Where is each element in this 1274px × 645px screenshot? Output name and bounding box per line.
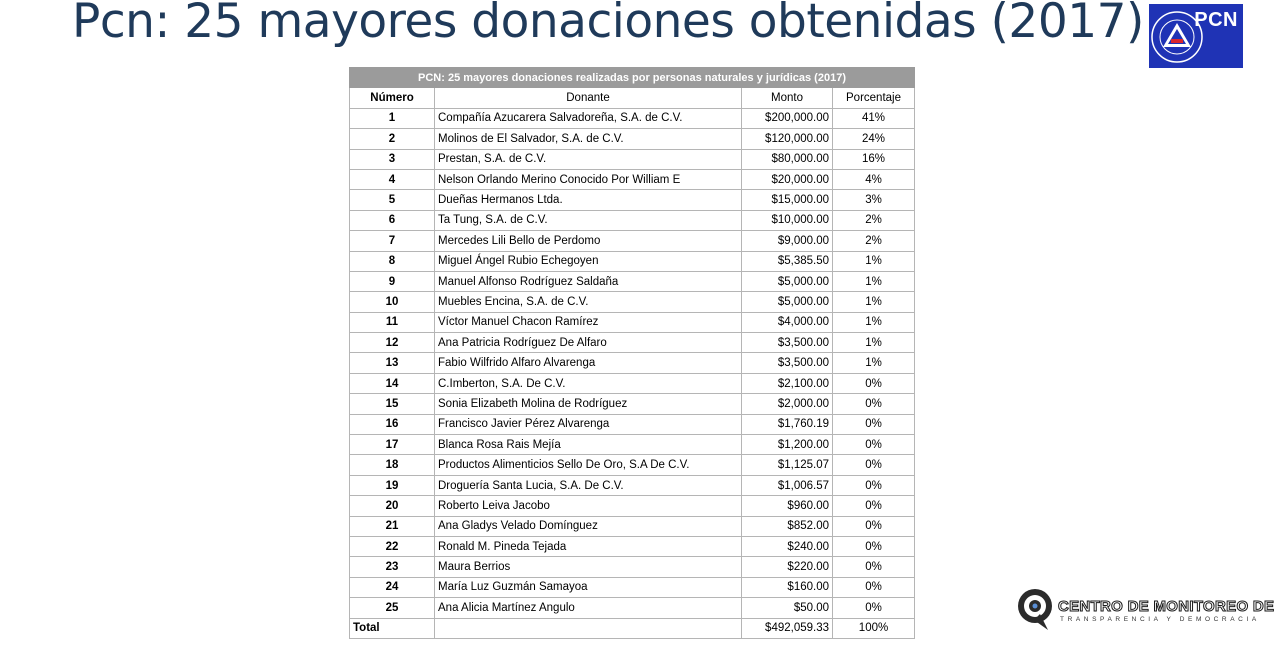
cell-monto: $2,000.00 (742, 394, 833, 414)
cell-numero: 22 (350, 536, 435, 556)
cell-donante: Maura Berrios (435, 557, 742, 577)
cell-numero: 7 (350, 231, 435, 251)
table-caption: PCN: 25 mayores donaciones realizadas por personas naturales y jurídicas (2017) (350, 68, 915, 88)
cell-numero: 21 (350, 516, 435, 536)
header-donante: Donante (435, 88, 742, 108)
table-row (350, 333, 915, 353)
cell-donante: Roberto Leiva Jacobo (435, 496, 742, 516)
table-row (350, 108, 915, 128)
table-row (350, 292, 915, 312)
cell-donante: Víctor Manuel Chacon Ramírez (435, 312, 742, 332)
cell-donante: Sonia Elizabeth Molina de Rodríguez (435, 394, 742, 414)
cell-monto: $3,500.00 (742, 333, 833, 353)
cell-donante: C.Imberton, S.A. De C.V. (435, 373, 742, 393)
table-row (350, 353, 915, 373)
cell-porcentaje: 0% (833, 475, 915, 495)
table-row (350, 475, 915, 495)
total-donante (435, 618, 742, 638)
cell-numero: 23 (350, 557, 435, 577)
pcn-logo-text: PCN (1194, 9, 1238, 31)
cell-donante: Productos Alimenticios Sello De Oro, S.A De C.V. (435, 455, 742, 475)
cell-monto: $1,006.57 (742, 475, 833, 495)
cell-numero: 1 (350, 108, 435, 128)
cell-donante: Ana Patricia Rodríguez De Alfaro (435, 333, 742, 353)
cell-numero: 13 (350, 353, 435, 373)
cell-porcentaje: 0% (833, 496, 915, 516)
cell-monto: $200,000.00 (742, 108, 833, 128)
cell-porcentaje: 24% (833, 129, 915, 149)
cell-porcentaje: 0% (833, 373, 915, 393)
cell-porcentaje: 2% (833, 210, 915, 230)
table-row (350, 394, 915, 414)
cell-donante: Dueñas Hermanos Ltda. (435, 190, 742, 210)
cell-porcentaje: 16% (833, 149, 915, 169)
cell-donante: Molinos de El Salvador, S.A. de C.V. (435, 129, 742, 149)
cell-porcentaje: 1% (833, 292, 915, 312)
header-monto: Monto (742, 88, 833, 108)
table-row (350, 169, 915, 189)
cell-monto: $50.00 (742, 598, 833, 618)
total-row (350, 618, 915, 638)
cell-monto: $10,000.00 (742, 210, 833, 230)
cell-porcentaje: 0% (833, 435, 915, 455)
cell-porcentaje: 0% (833, 394, 915, 414)
cell-numero: 16 (350, 414, 435, 434)
cell-monto: $15,000.00 (742, 190, 833, 210)
header-porcentaje: Porcentaje (833, 88, 915, 108)
table-row (350, 598, 915, 618)
table-row (350, 557, 915, 577)
cell-monto: $4,000.00 (742, 312, 833, 332)
cell-donante: Fabio Wilfrido Alfaro Alvarenga (435, 353, 742, 373)
table-row (350, 271, 915, 291)
cell-donante: Compañía Azucarera Salvadoreña, S.A. de C.V. (435, 108, 742, 128)
cell-monto: $2,100.00 (742, 373, 833, 393)
cell-numero: 18 (350, 455, 435, 475)
table-header-row (350, 88, 915, 108)
location-pin-icon (1010, 584, 1060, 634)
cell-donante: Ana Alicia Martínez Angulo (435, 598, 742, 618)
table-row (350, 149, 915, 169)
cell-donante: Francisco Javier Pérez Alvarenga (435, 414, 742, 434)
cell-numero: 6 (350, 210, 435, 230)
table-row (350, 251, 915, 271)
table-row (350, 312, 915, 332)
cell-numero: 5 (350, 190, 435, 210)
cell-porcentaje: 1% (833, 333, 915, 353)
table-row (350, 496, 915, 516)
total-monto: $492,059.33 (742, 618, 833, 638)
cell-donante: Droguería Santa Lucia, S.A. De C.V. (435, 475, 742, 495)
cell-numero: 14 (350, 373, 435, 393)
table-row (350, 414, 915, 434)
cell-donante: Ronald M. Pineda Tejada (435, 536, 742, 556)
donations-table (349, 67, 915, 639)
cell-porcentaje: 1% (833, 251, 915, 271)
table-row (350, 536, 915, 556)
cell-monto: $80,000.00 (742, 149, 833, 169)
header-numero: Número (350, 88, 435, 108)
cell-donante: María Luz Guzmán Samayoa (435, 577, 742, 597)
cell-monto: $1,200.00 (742, 435, 833, 455)
cell-porcentaje: 1% (833, 312, 915, 332)
cell-porcentaje: 1% (833, 353, 915, 373)
cell-donante: Ana Gladys Velado Domínguez (435, 516, 742, 536)
cell-porcentaje: 1% (833, 271, 915, 291)
cell-donante: Prestan, S.A. de C.V. (435, 149, 742, 169)
cell-porcentaje: 0% (833, 455, 915, 475)
cell-porcentaje: 2% (833, 231, 915, 251)
cell-porcentaje: 0% (833, 557, 915, 577)
cell-monto: $20,000.00 (742, 169, 833, 189)
table-row (350, 231, 915, 251)
cell-monto: $9,000.00 (742, 231, 833, 251)
cell-donante: Ta Tung, S.A. de C.V. (435, 210, 742, 230)
page-title: Pcn: 25 mayores donaciones obtenidas (2017) (72, 0, 1144, 49)
centro-logo-title: CENTRO DE MONITOREO DE (1058, 598, 1274, 615)
cell-numero: 19 (350, 475, 435, 495)
cell-porcentaje: 0% (833, 536, 915, 556)
total-porcentaje: 100% (833, 618, 915, 638)
cell-numero: 25 (350, 598, 435, 618)
cell-porcentaje: 4% (833, 169, 915, 189)
cell-numero: 9 (350, 271, 435, 291)
cell-porcentaje: 3% (833, 190, 915, 210)
cell-monto: $220.00 (742, 557, 833, 577)
cell-numero: 12 (350, 333, 435, 353)
table-row (350, 210, 915, 230)
cell-monto: $5,000.00 (742, 292, 833, 312)
cell-monto: $120,000.00 (742, 129, 833, 149)
centro-monitoreo-logo (1010, 584, 1274, 634)
cell-numero: 15 (350, 394, 435, 414)
cell-porcentaje: 0% (833, 414, 915, 434)
cell-porcentaje: 41% (833, 108, 915, 128)
cell-monto: $1,760.19 (742, 414, 833, 434)
cell-monto: $5,000.00 (742, 271, 833, 291)
pcn-logo (1149, 4, 1243, 68)
cell-donante: Muebles Encina, S.A. de C.V. (435, 292, 742, 312)
cell-monto: $960.00 (742, 496, 833, 516)
cell-donante: Nelson Orlando Merino Conocido Por William E (435, 169, 742, 189)
cell-porcentaje: 0% (833, 598, 915, 618)
cell-porcentaje: 0% (833, 577, 915, 597)
table-row (350, 190, 915, 210)
table-row (350, 435, 915, 455)
cell-monto: $5,385.50 (742, 251, 833, 271)
cell-numero: 20 (350, 496, 435, 516)
total-label: Total (350, 618, 435, 638)
cell-donante: Blanca Rosa Rais Mejía (435, 435, 742, 455)
cell-numero: 3 (350, 149, 435, 169)
cell-monto: $240.00 (742, 536, 833, 556)
table-row (350, 373, 915, 393)
cell-numero: 17 (350, 435, 435, 455)
table-caption-row (350, 68, 915, 88)
cell-numero: 24 (350, 577, 435, 597)
cell-numero: 4 (350, 169, 435, 189)
cell-donante: Manuel Alfonso Rodríguez Saldaña (435, 271, 742, 291)
table-row (350, 577, 915, 597)
cell-monto: $1,125.07 (742, 455, 833, 475)
cell-porcentaje: 0% (833, 516, 915, 536)
cell-donante: Mercedes Lili Bello de Perdomo (435, 231, 742, 251)
cell-monto: $160.00 (742, 577, 833, 597)
cell-numero: 2 (350, 129, 435, 149)
cell-numero: 11 (350, 312, 435, 332)
table-row (350, 455, 915, 475)
cell-donante: Miguel Ángel Rubio Echegoyen (435, 251, 742, 271)
table-row (350, 516, 915, 536)
cell-monto: $3,500.00 (742, 353, 833, 373)
cell-numero: 10 (350, 292, 435, 312)
cell-numero: 8 (350, 251, 435, 271)
cell-monto: $852.00 (742, 516, 833, 536)
table-row (350, 129, 915, 149)
centro-logo-subtitle: TRANSPARENCIA Y DEMOCRACIA (1060, 616, 1260, 623)
